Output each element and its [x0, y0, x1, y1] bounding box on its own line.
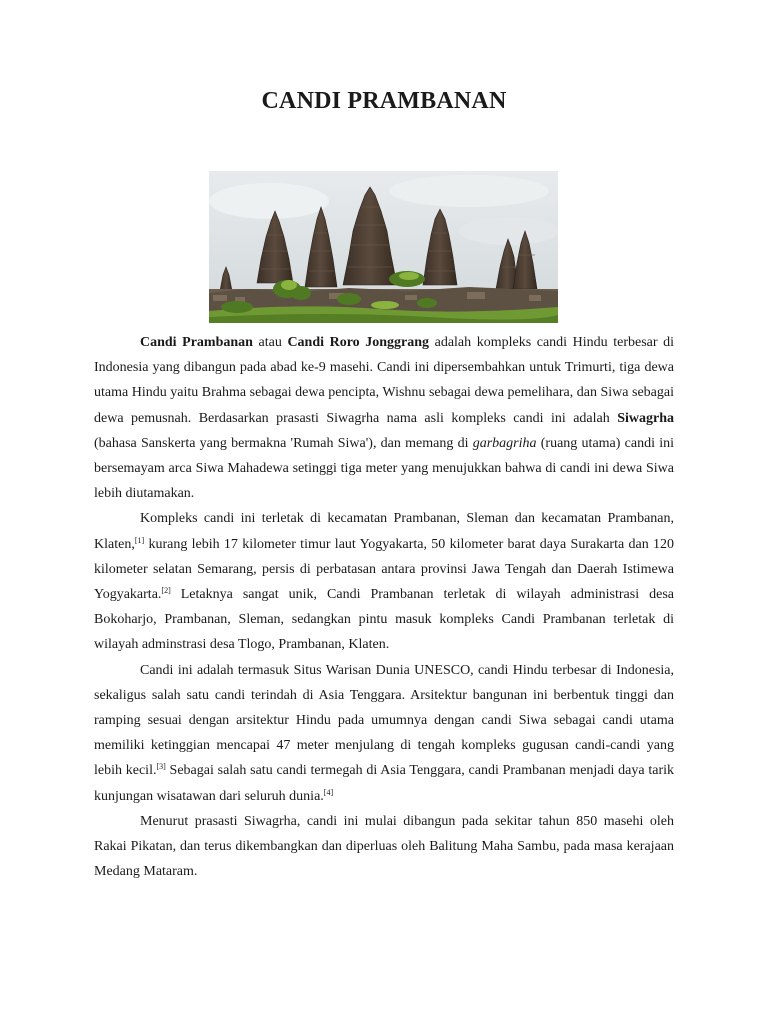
text-run: (bahasa Sanskerta yang bermakna 'Rumah Siwa'), dan memang di: [94, 435, 473, 451]
paragraph: [94, 330, 674, 506]
text-run: kurang lebih 17 kilometer timur laut Yogyakarta, 50 kilometer barat daya Surakarta dan 120 kilometer selatan Semarang, persis di perbatasan antara provinsi Jawa Tengah dan Daerah Istimewa Yogyakarta.: [94, 536, 674, 603]
text-run: (ruang utama) candi ini bersemayam arca Siwa Mahadewa setinggi tiga meter yang menujukkan bahwa di candi ini dewa Siwa lebih diutamakan.: [94, 435, 675, 502]
footnote-ref[interactable]: [1]: [134, 535, 145, 545]
text-run: Kompleks candi ini terletak di kecamatan Prambanan, Sleman dan kecamatan Prambanan, Klaten,: [94, 511, 674, 552]
bold-term: Candi Prambanan: [140, 335, 253, 350]
footnote-ref[interactable]: [2]: [161, 586, 171, 596]
footnote-ref[interactable]: [4]: [323, 787, 334, 797]
bold-term: Candi Roro Jonggrang: [287, 335, 430, 350]
article-body: [94, 330, 674, 884]
text-run: adalah kompleks candi Hindu terbesar di Indonesia yang dibangun pada abad ke-9 masehi. Candi ini dipersembahkan untuk Trimurti, tiga dewa utama Hindu yaitu Brahma sebagai dewa pencipta, Wishnu sebagai dewa pemelihara, dan Siwa sebagai dewa pemusnah. Berdasarkan prasasti Siwagrha nama asli kompleks candi ini adalah: [94, 335, 675, 426]
page-title: CANDI PRAMBANAN: [261, 88, 507, 114]
text-run: Candi ini adalah termasuk Situs Warisan Dunia UNESCO, candi Hindu terbesar di Indonesia, sekaligus salah satu candi terindah di Asia Tenggara. Arsitektur bangunan ini berbentuk tinggi dan ramping sesuai dengan arsitektur Hindu pada umumnya dengan candi Siwa sebagai candi utama memiliki ketinggian mencapai 47 meter menjulang di tengah kompleks gugusan candi-candi yang lebih kecil.: [94, 662, 674, 779]
text-run: atau: [252, 335, 288, 350]
italic-term: garbagriha: [472, 435, 537, 451]
temple-photo: [209, 171, 558, 323]
text-run: Sebagai salah satu candi termegah di Asia Tenggara, candi Prambanan menjadi daya tarik kunjungan wisatawan dari seluruh dunia.: [94, 763, 675, 804]
paragraph: [94, 658, 674, 809]
footnote-ref[interactable]: [3]: [156, 762, 166, 772]
paragraph: [94, 809, 674, 885]
text-run: Menurut prasasti Siwagrha, candi ini mulai dibangun pada sekitar tahun 850 masehi oleh Rakai Pikatan, dan terus dikembangkan dan diperluas oleh Balitung Maha Sambu, pada masa kerajaan Medang Mataram.: [94, 813, 674, 880]
paragraph: [94, 506, 674, 657]
text-run: Letaknya sangat unik, Candi Prambanan terletak di wilayah administrasi desa Bokoharjo, Prambanan, Sleman, sedangkan pintu masuk kompleks Candi Prambanan terletak di wilayah adminstrasi desa Tlogo, Prambanan, Klaten.: [94, 587, 674, 653]
bold-term: Siwagrha: [617, 410, 674, 426]
